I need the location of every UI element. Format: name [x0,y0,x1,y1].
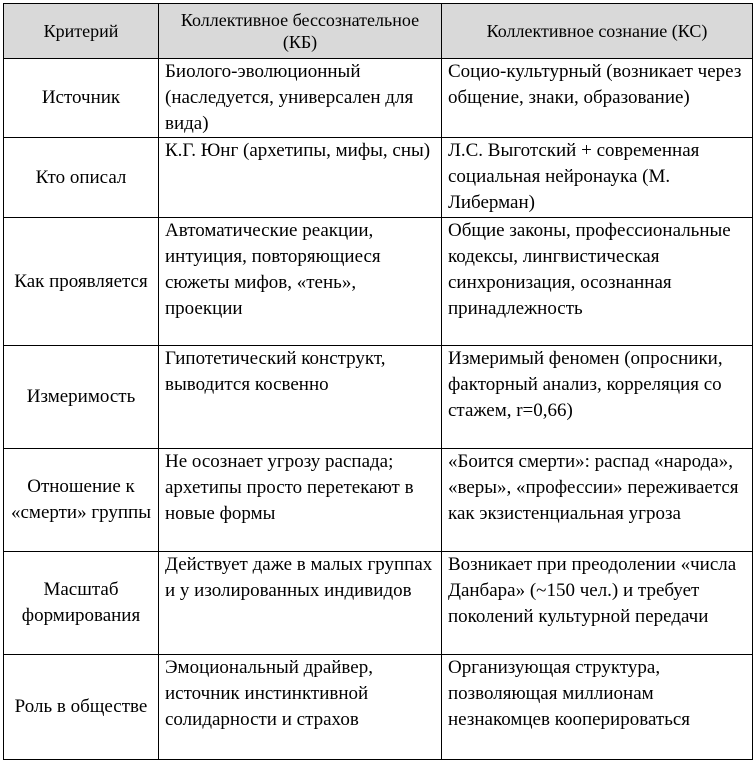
table-row [4,449,753,552]
ks-cell: Возникает при преодолении «числа Данбара» (~150 чел.) и требует поколений культурной передачи [442,552,753,655]
header-kb: Коллективное бессознательное (КБ) [159,4,442,59]
kb-cell: Гипотетический конструкт, выводится косвенно [159,346,442,449]
ks-cell: «Боится смерти»: распад «народа», «веры», «профессии» переживается как экзистенциальная угроза [442,449,753,552]
kb-cell: Не осознает угрозу распада; архетипы просто перетекают в новые формы [159,449,442,552]
table-row [4,655,753,760]
ks-cell: Организующая структура, позволяющая миллионам незнакомцев кооперироваться [442,655,753,760]
table-row [4,552,753,655]
criterion-cell: Роль в обществе [4,655,159,760]
kb-cell: К.Г. Юнг (архетипы, мифы, сны) [159,138,442,218]
table-header-row [4,4,753,59]
kb-cell: Эмоциональный драйвер, источник инстинктивной солидарности и страхов [159,655,442,760]
criterion-cell: Источник [4,59,159,138]
criterion-cell: Кто описал [4,138,159,218]
table-row [4,138,753,218]
table-row [4,218,753,346]
header-ks: Коллективное сознание (КС) [442,4,753,59]
table-row [4,346,753,449]
ks-cell: Л.С. Выготский + современная социальная нейронаука (М. Либерман) [442,138,753,218]
criterion-cell: Измеримость [4,346,159,449]
criterion-cell: Масштаб формирования [4,552,159,655]
ks-cell: Социо-культурный (возникает через общение, знаки, образование) [442,59,753,138]
table-row [4,59,753,138]
kb-cell: Биолого-эволюционный (наследуется, универсален для вида) [159,59,442,138]
criterion-cell: Как проявляется [4,218,159,346]
ks-cell: Измеримый феномен (опросники, факторный анализ, корреляция со стажем, r=0,66) [442,346,753,449]
criterion-cell: Отношение к «смерти» группы [4,449,159,552]
kb-cell: Автоматические реакции, интуиция, повторяющиеся сюжеты мифов, «тень», проекции [159,218,442,346]
comparison-table [3,3,753,760]
kb-cell: Действует даже в малых группах и у изолированных индивидов [159,552,442,655]
header-criterion: Критерий [4,4,159,59]
ks-cell: Общие законы, профессиональные кодексы, лингвистическая синхронизация, осознанная принадлежность [442,218,753,346]
